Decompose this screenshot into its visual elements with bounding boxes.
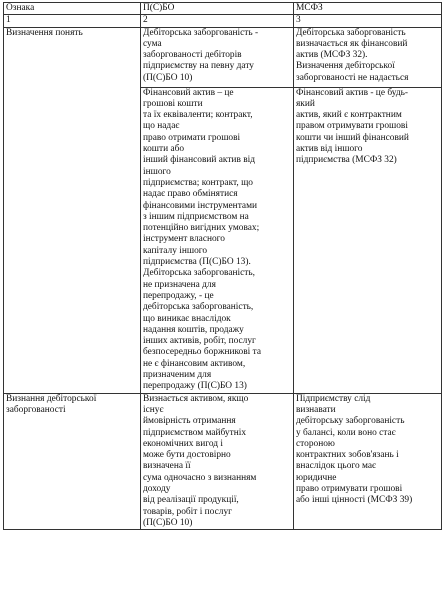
text-line: Дебіторська заборгованість - [143,27,259,38]
text-line: заборгованості не надається [296,72,409,83]
text-line: юридичне [296,472,337,483]
psbo-receivables-definition [141,27,294,87]
text-line: Фінансовий актив - це будь- [296,87,408,98]
text-line: або інші цінності (МСФЗ 39) [296,495,413,506]
msfz-recognition [294,393,442,530]
text-line: підприємством майбутніх [143,427,247,438]
text-line: актив (МСФЗ 32). [296,50,368,61]
text-line: Визнання дебіторської [6,393,97,404]
text-line: надає право обмінятися [143,189,238,200]
header-psbo: П(С)БО [141,3,294,15]
text-line: Фінансовий актив – це [143,87,234,98]
text-line: може бути достовірно [143,450,231,461]
column-number-3: 3 [294,15,442,27]
text-line: кошти чи інший фінансовий [296,132,409,143]
text-line: економічних вигод і [143,438,223,449]
text-line: підприємства (П(С)БО 13). [143,257,251,268]
comparison-table [3,2,442,530]
recognition-label [4,393,141,530]
text-line: не призначена для [143,279,216,290]
text-line: право отримувати грошові [296,483,403,494]
text-line: Дебіторська заборгованість [296,27,406,38]
text-line: сума [143,38,162,49]
text-line: актив, який є контрактним [296,110,402,121]
text-line: підприємству на певну дату [143,61,254,72]
text-line: у балансі, коли воно стає [296,427,396,438]
text-line: не є фінансовим активом, [143,358,246,369]
psbo-financial-asset-definition [141,87,294,393]
text-line: право отримати грошові [143,132,241,143]
text-line: грошові кошти [143,98,203,109]
text-line: Підприємству слід [296,393,371,404]
text-line: потенційно вигідних умовах; [143,223,260,234]
text-line: інший фінансовий актив від [143,155,256,166]
definitions-label [4,27,141,393]
text-line: заборгованості [6,404,66,415]
text-line: підприємства; контракт, що [143,177,253,188]
text-line: фінансовими інструментами [143,200,258,211]
text-line: капіталу іншого [143,245,208,256]
text-line: існує [143,404,164,415]
text-line: та їх еквіваленти; контракт, [143,110,253,121]
text-line: правом отримувати грошові [296,121,408,132]
text-line: від реалізації продукції, [143,495,239,506]
text-line: кошти або [143,144,185,155]
text-line: Визнається активом, якщо [143,393,249,404]
text-line: внаслідок цього має [296,461,377,472]
text-line: стороною [296,438,335,449]
header-row [4,3,442,15]
text-line: безпосередньо боржникові та [143,347,261,358]
text-line: інструмент власного [143,234,225,245]
text-line: товарів, робіт і послуг [143,506,232,517]
column-number-2: 2 [141,15,294,27]
header-msfz: МСФЗ [294,3,442,15]
text-line: доходу [143,483,171,494]
text-line: (П(С)БО 10) [143,72,193,83]
text-line: сума одночасно з визнанням [143,472,257,483]
text-line: актив від іншого [296,144,363,155]
text-line: що надає [143,121,180,132]
definitions-row-a [4,27,442,87]
text-line: дебіторська заборгованість, [143,302,254,313]
text-line: підприємства (МСФЗ 32) [296,155,397,166]
text-line: Визначення дебіторської [296,61,395,72]
text-line: надання коштів, продажу [143,324,244,335]
text-line: ймовірність отримання [143,416,236,427]
text-line: з іншим підприємством на [143,211,249,222]
header-feature: Ознака [4,3,141,15]
text-line: визнавати [296,404,336,415]
column-number-1: 1 [4,15,141,27]
recognition-row [4,393,442,530]
text-line: визначена її [143,461,191,472]
text-line: (П(С)БО 10) [143,517,193,528]
number-row [4,15,442,27]
text-line: що виникає внаслідок [143,313,231,324]
text-line: інших активів, робіт, послуг [143,336,256,347]
text-line: Дебіторська заборгованість, [143,268,256,279]
text-line: призначеним для [143,370,212,381]
msfz-receivables-definition [294,27,442,87]
text-line: який [296,98,315,109]
text-line: іншого [143,166,171,177]
text-line: дебіторську заборгованість [296,416,405,427]
psbo-recognition [141,393,294,530]
definitions-label-text: Визначення понять [6,27,83,38]
text-line: заборгованості дебіторів [143,50,242,61]
text-line: визначається як фінансовий [296,38,408,49]
msfz-financial-asset-definition [294,87,442,393]
text-line: перепродажу, - це [143,290,214,301]
text-line: перепродажу (П(С)БО 13) [143,381,247,392]
text-line: контрактних зобов'язань і [296,450,399,461]
